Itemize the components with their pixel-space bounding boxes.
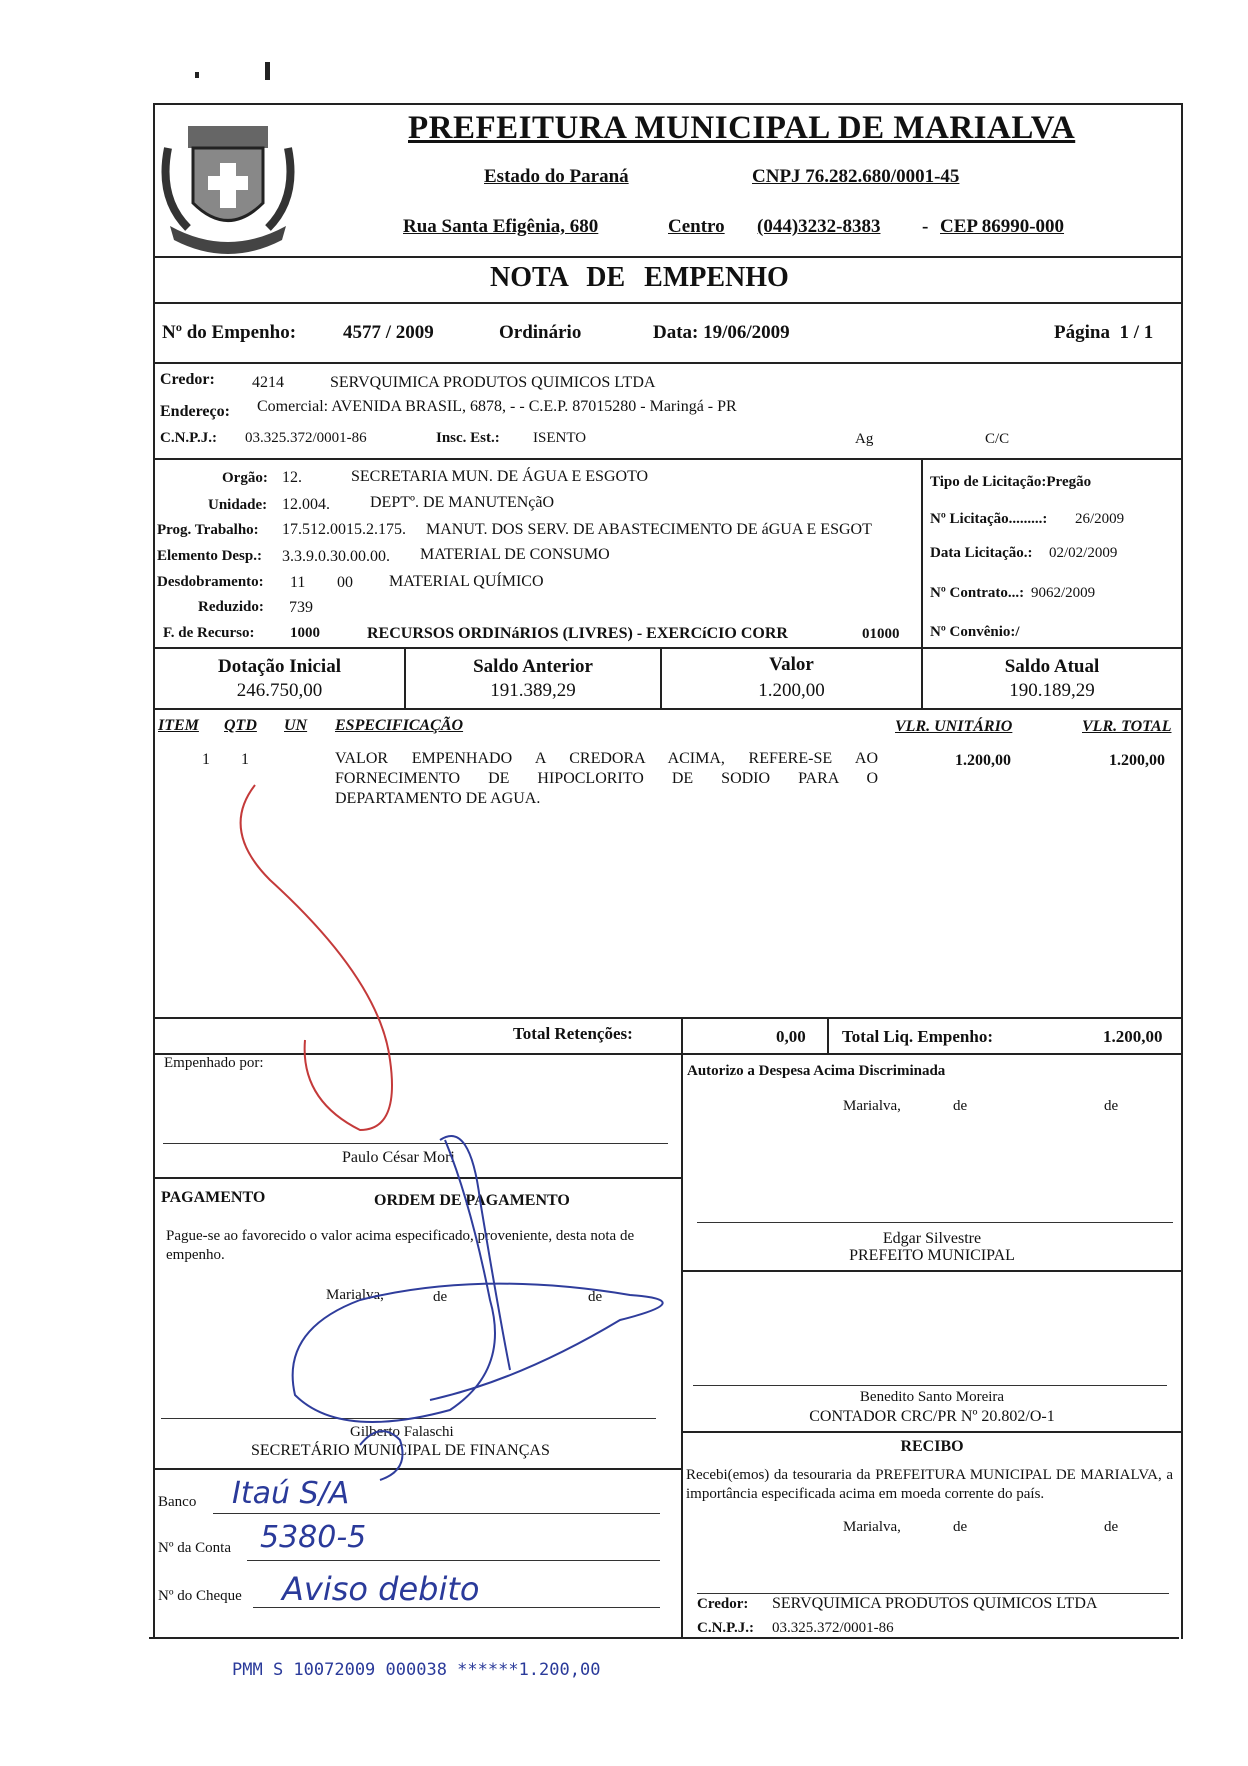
prefeito-name: Edgar Silvestre bbox=[882, 1230, 982, 1247]
recurso-label: F. de Recurso: bbox=[163, 625, 255, 641]
col-spec: ESPECIFICAÇÃO bbox=[335, 717, 464, 734]
unidade-name: DEPTº. DE MANUTENçãO bbox=[370, 494, 555, 511]
recibo-place: Marialva, bbox=[843, 1519, 901, 1535]
item-desc-line2: FORNECIMENTO DE HIPOCLORITO DE SODIO PARA O bbox=[335, 770, 878, 787]
desdob-name: MATERIAL QUÍMICO bbox=[389, 573, 544, 590]
desdob-label: Desdobramento: bbox=[157, 574, 264, 590]
empenho-number: 4577 / 2009 bbox=[343, 322, 434, 343]
credor-cnpj-label: C.N.P.J.: bbox=[160, 430, 217, 446]
conta-label: Nº da Conta bbox=[158, 1540, 231, 1556]
scan-mark bbox=[265, 62, 270, 80]
autorizo-de1: de bbox=[953, 1098, 968, 1114]
recibo-cnpj-label: C.N.P.J.: bbox=[697, 1620, 754, 1636]
saldo-atual-label: Saldo Atual bbox=[1004, 656, 1100, 677]
district-label: Centro bbox=[668, 216, 725, 237]
credor-name: SERVQUIMICA PRODUTOS QUIMICOS LTDA bbox=[330, 374, 656, 391]
ordem-pagamento-label: ORDEM DE PAGAMENTO bbox=[374, 1192, 570, 1209]
pagamento-de2: de bbox=[588, 1289, 603, 1305]
col-unit-value: VLR. UNITÁRIO bbox=[895, 718, 1013, 735]
recurso-code2: 01000 bbox=[862, 626, 900, 642]
state-label: Estado do Paraná bbox=[484, 166, 629, 187]
elemento-code: 3.3.9.0.30.00.00. bbox=[282, 548, 390, 565]
empenho-date: Data: 19/06/2009 bbox=[653, 322, 790, 343]
pagamento-place: Marialva, bbox=[326, 1287, 384, 1303]
cnpj-label: CNPJ 76.282.680/0001-45 bbox=[752, 166, 960, 187]
liquido-value: 1.200,00 bbox=[1103, 1027, 1163, 1046]
empenhado-name: Paulo César Mori bbox=[342, 1149, 455, 1166]
phone-label: (044)3232-8383 bbox=[757, 216, 881, 237]
insc-label: Insc. Est.: bbox=[436, 430, 500, 446]
cheque-label: Nº do Cheque bbox=[158, 1588, 242, 1604]
recibo-cnpj: 03.325.372/0001-86 bbox=[772, 1620, 894, 1636]
pagamento-de1: de bbox=[433, 1289, 448, 1305]
credor-code: 4214 bbox=[252, 374, 284, 391]
col-total-value: VLR. TOTAL bbox=[1082, 718, 1172, 735]
address-field-label: Endereço: bbox=[160, 403, 230, 420]
empenho-number-label: Nº do Empenho: bbox=[162, 322, 297, 343]
orgao-name: SECRETARIA MUN. DE ÁGUA E ESGOTO bbox=[351, 468, 649, 485]
licitacao-data-label: Data Licitação.: bbox=[930, 545, 1033, 561]
item-desc-line1: VALOR EMPENHADO A CREDORA ACIMA, REFERE-SE AO bbox=[335, 750, 878, 767]
address-label: Rua Santa Efigênia, 680 bbox=[403, 216, 599, 237]
col-qtd: QTD bbox=[224, 717, 257, 734]
prog-name: MANUT. DOS SERV. DE ABASTECIMENTO DE áGUA E ESGOT bbox=[426, 521, 872, 538]
prefeito-role: PREFEITO MUNICIPAL bbox=[849, 1247, 1015, 1264]
autorizo-de2: de bbox=[1104, 1098, 1119, 1114]
secretario-name: Gilberto Falaschi bbox=[350, 1424, 454, 1440]
desdob-code1: 11 bbox=[290, 574, 306, 591]
dotacao-label: Dotação Inicial bbox=[218, 656, 341, 677]
valor-value: 1.200,00 bbox=[758, 680, 825, 701]
liquido-label: Total Liq. Empenho: bbox=[842, 1027, 993, 1046]
recibo-credor-label: Credor: bbox=[697, 1596, 749, 1612]
recibo-text: Recebi(emos) da tesouraria da PREFEITURA MUNICIPAL DE MARIALVA, a importância especificada acima em moeda corrente do país. bbox=[686, 1467, 1173, 1502]
col-item: ITEM bbox=[158, 717, 199, 734]
elemento-label: Elemento Desp.: bbox=[157, 548, 262, 564]
recibo-de2: de bbox=[1104, 1519, 1119, 1535]
recurso-code: 1000 bbox=[290, 625, 320, 641]
desdob-code2: 00 bbox=[337, 574, 353, 591]
payment-stamp: PMM S 10072009 000038 ******1.200,00 bbox=[232, 1660, 601, 1680]
insc-value: ISENTO bbox=[533, 430, 587, 446]
licitacao-num-label: Nº Licitação.........: bbox=[930, 511, 1048, 527]
item-unit-value: 1.200,00 bbox=[955, 752, 1011, 769]
cep-label: CEP 86990-000 bbox=[940, 216, 1065, 237]
pagamento-text: Pague-se ao favorecido o valor acima especificado, proveniente, desta nota de empenho. bbox=[166, 1228, 635, 1263]
banco-label: Banco bbox=[158, 1494, 197, 1510]
item-desc-line3: DEPARTAMENTO DE AGUA. bbox=[335, 790, 541, 807]
prog-label: Prog. Trabalho: bbox=[157, 522, 259, 538]
ag-label: Ag bbox=[855, 431, 874, 447]
recurso-name: RECURSOS ORDINáRIOS (LIVRES) - EXERCíCIO CORR bbox=[367, 625, 788, 642]
empenho-type: Ordinário bbox=[499, 322, 582, 343]
scan-mark bbox=[195, 72, 199, 78]
contrato-label: Nº Contrato...: bbox=[930, 585, 1025, 601]
licitacao-tipo: Tipo de Licitação:Pregão bbox=[930, 474, 1092, 490]
recibo-credor: SERVQUIMICA PRODUTOS QUIMICOS LTDA bbox=[772, 1595, 1098, 1612]
banco-handwritten: Itaú S/A bbox=[232, 1476, 350, 1511]
autorizo-place: Marialva, bbox=[843, 1098, 901, 1114]
retencoes-value: 0,00 bbox=[776, 1027, 806, 1046]
conta-handwritten: 5380-5 bbox=[260, 1520, 367, 1555]
saldo-atual-value: 190.189,29 bbox=[1009, 680, 1095, 701]
contrato-value: 9062/2009 bbox=[1031, 585, 1096, 601]
recibo-title: RECIBO bbox=[900, 1438, 964, 1455]
valor-label: Valor bbox=[769, 654, 814, 675]
page-number: Página 1 / 1 bbox=[1054, 322, 1154, 343]
municipality-title: PREFEITURA MUNICIPAL DE MARIALVA bbox=[408, 110, 1076, 146]
convenio-label: Nº Convênio:/ bbox=[930, 624, 1020, 640]
cc-label: C/C bbox=[985, 431, 1010, 447]
elemento-name: MATERIAL DE CONSUMO bbox=[420, 546, 610, 563]
pagamento-label: PAGAMENTO bbox=[161, 1189, 266, 1206]
recibo-de1: de bbox=[953, 1519, 968, 1535]
credor-label: Credor: bbox=[160, 371, 215, 388]
retencoes-label: Total Retenções: bbox=[513, 1024, 633, 1043]
licitacao-data: 02/02/2009 bbox=[1049, 545, 1118, 561]
document-title: NOTA DE EMPENHO bbox=[490, 262, 789, 293]
item-total-value: 1.200,00 bbox=[1109, 752, 1165, 769]
saldo-anterior-value: 191.389,29 bbox=[490, 680, 576, 701]
reduzido-value: 739 bbox=[289, 599, 313, 616]
dotacao-value: 246.750,00 bbox=[236, 680, 323, 701]
cheque-handwritten: Aviso debito bbox=[282, 1570, 480, 1608]
secretario-role: SECRETÁRIO MUNICIPAL DE FINANÇAS bbox=[251, 1442, 550, 1459]
contador-role: CONTADOR CRC/PR Nº 20.802/O-1 bbox=[809, 1408, 1055, 1425]
saldo-anterior-label: Saldo Anterior bbox=[473, 656, 593, 677]
prog-code: 17.512.0015.2.175. bbox=[282, 521, 406, 538]
item-qtd: 1 bbox=[241, 751, 249, 768]
credor-cnpj: 03.325.372/0001-86 bbox=[245, 430, 367, 446]
credor-address: Comercial: AVENIDA BRASIL, 6878, - - C.E.P. 87015280 - Maringá - PR bbox=[257, 398, 737, 415]
item-number: 1 bbox=[202, 751, 210, 768]
orgao-code: 12. bbox=[282, 469, 302, 486]
unidade-code: 12.004. bbox=[282, 496, 330, 513]
unidade-label: Unidade: bbox=[208, 497, 268, 513]
orgao-label: Orgão: bbox=[222, 470, 268, 486]
col-un: UN bbox=[284, 717, 308, 734]
autorizo-label: Autorizo a Despesa Acima Discriminada bbox=[687, 1063, 946, 1079]
contador-name: Benedito Santo Moreira bbox=[859, 1389, 1005, 1405]
reduzido-label: Reduzido: bbox=[198, 599, 264, 615]
empenhado-label: Empenhado por: bbox=[164, 1055, 264, 1071]
header-dash: - bbox=[922, 216, 929, 237]
licitacao-num: 26/2009 bbox=[1075, 511, 1125, 527]
